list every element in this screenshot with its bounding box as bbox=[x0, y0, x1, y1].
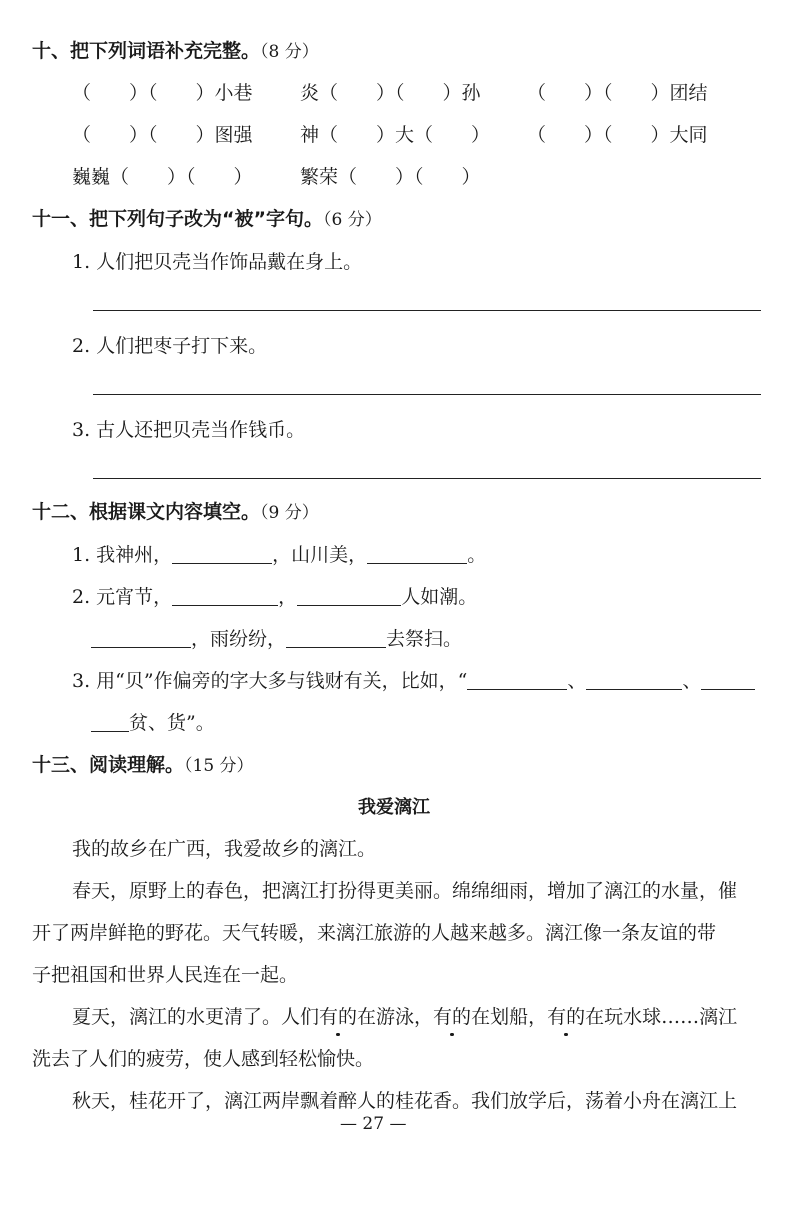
q11-sentence-3: 3. 古人还把贝壳当作钱币。 bbox=[72, 419, 306, 441]
passage-paragraph-1: 我的故乡在广西，我爱故乡的漓江。 bbox=[72, 838, 377, 860]
q12-line-3: ，雨纷纷， 去祭扫。 bbox=[91, 624, 462, 651]
q12-heading: 十二、根据课文内容填空。（9 分） bbox=[32, 501, 319, 523]
passage-paragraph-3-line-1: 夏天，漓江的水更清了。人们有的在游泳，有的在划船，有的在玩水球……漓江 bbox=[72, 1002, 737, 1029]
passage-paragraph-2-line-1: 春天，原野上的春色，把漓江打扮得更美丽。绵绵细雨，增加了漓江的水量，催 bbox=[72, 880, 738, 902]
q11-sentence-1: 1. 人们把贝壳当作饰品戴在身上。 bbox=[72, 251, 363, 273]
passage-paragraph-2-line-3: 子把祖国和世界人民连在一起。 bbox=[32, 964, 299, 986]
q12-blank-4[interactable] bbox=[297, 587, 401, 606]
q11-heading: 十一、把下列句子改为“被”字句。（6 分） bbox=[32, 208, 382, 230]
q12-line-4: 3. 用“贝”作偏旁的字大多与钱财有关，比如，“ 、 、 bbox=[72, 666, 755, 693]
passage-title: 我爱漓江 bbox=[358, 797, 430, 818]
q12-blank-6[interactable] bbox=[286, 629, 386, 648]
q13-heading: 十三、阅读理解。（15 分） bbox=[32, 754, 254, 776]
q10-item-8: 繁荣（ ）（ ） bbox=[300, 166, 481, 188]
q12-blank-7[interactable] bbox=[467, 671, 567, 690]
q11-answer-line-3[interactable] bbox=[93, 478, 761, 479]
q10-item-1: （ ）（ ）小巷 bbox=[72, 82, 253, 104]
q12-blank-1[interactable] bbox=[172, 545, 272, 564]
q12-blank-9[interactable] bbox=[701, 671, 755, 690]
emphasis-dots-3: 有的 bbox=[547, 1002, 585, 1029]
q10-item-7: 巍巍（ ）（ ） bbox=[72, 166, 253, 188]
passage-paragraph-2-line-2: 开了两岸鲜艳的野花。天气转暖，来漓江旅游的人越来越多。漓江像一条友谊的带 bbox=[32, 922, 717, 944]
q12-blank-8[interactable] bbox=[586, 671, 682, 690]
q12-line-2: 2. 元宵节， ， 人如潮。 bbox=[72, 586, 478, 608]
page-number: — 27 — bbox=[340, 1114, 407, 1134]
q11-answer-line-1[interactable] bbox=[93, 310, 761, 311]
q10-item-3: （ ）（ ）团结 bbox=[527, 82, 708, 104]
emphasis-dots-1: 有的 bbox=[319, 1002, 357, 1029]
passage-paragraph-4-line-1: 秋天，桂花开了，漓江两岸飘着醉人的桂花香。我们放学后，荡着小舟在漓江上 bbox=[72, 1090, 738, 1112]
q11-sentence-2: 2. 人们把枣子打下来。 bbox=[72, 335, 268, 357]
q10-item-2: 炎（ ）（ ）孙 bbox=[300, 82, 481, 104]
q11-answer-line-2[interactable] bbox=[93, 394, 761, 395]
q12-line-5: 贫、货”。 bbox=[91, 708, 215, 735]
q10-item-4: （ ）（ ）图强 bbox=[72, 124, 253, 146]
passage-paragraph-3-line-2: 洗去了人们的疲劳，使人感到轻松愉快。 bbox=[32, 1048, 375, 1070]
q10-item-6: （ ）（ ）大同 bbox=[527, 124, 708, 146]
q10-heading: 十、把下列词语补充完整。（8 分） bbox=[32, 40, 319, 62]
q12-blank-9-cont[interactable] bbox=[91, 713, 129, 732]
q12-line-1: 1. 我神州， ，山川美， 。 bbox=[72, 544, 487, 566]
q12-blank-3[interactable] bbox=[172, 587, 278, 606]
emphasis-dots-2: 有的 bbox=[433, 1002, 471, 1029]
q10-item-5: 神（ ）大（ ） bbox=[300, 124, 491, 146]
q12-blank-2[interactable] bbox=[367, 545, 467, 564]
q12-blank-5[interactable] bbox=[91, 629, 191, 648]
